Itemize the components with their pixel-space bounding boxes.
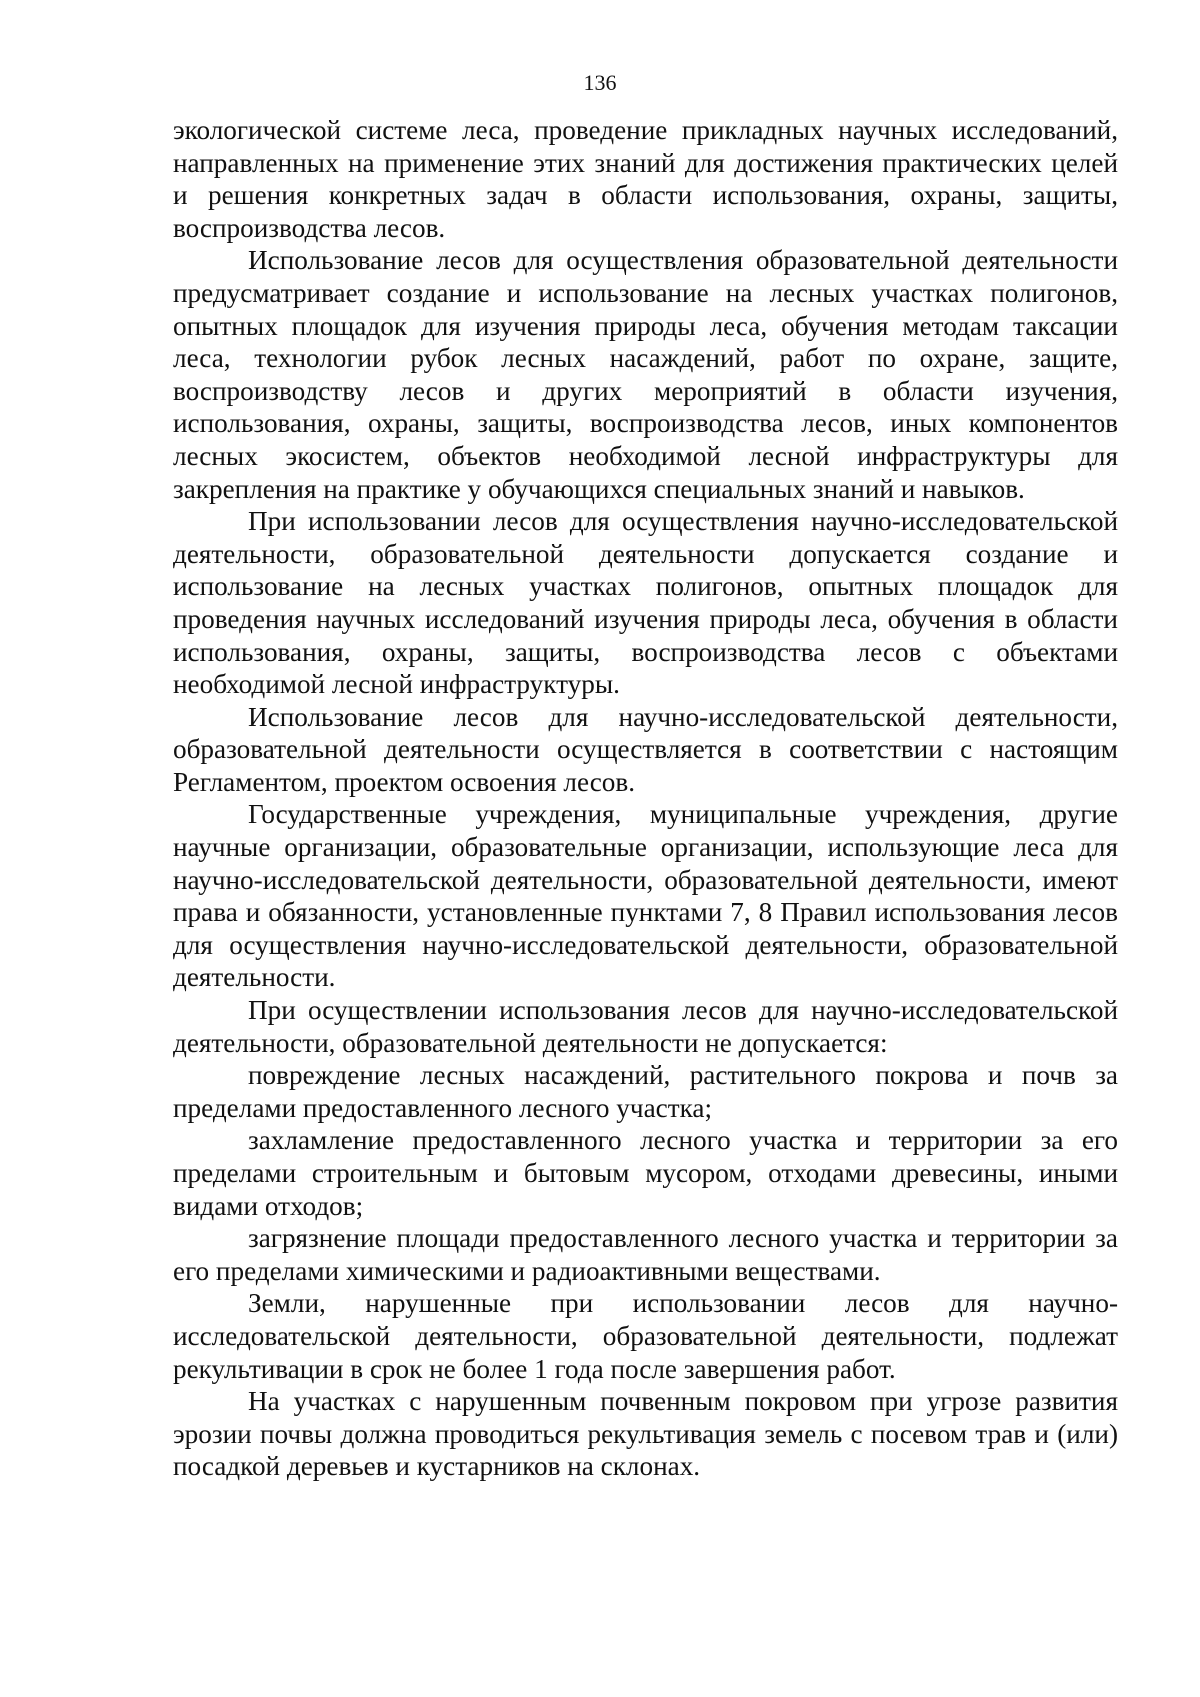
- list-item: захламление предоставленного лесного участка и территории за его пределами строительным и бытовым мусором, отходами древесины, иными видами отходов;: [173, 1125, 1118, 1221]
- paragraph: При использовании лесов для осуществления научно-исследовательской деятельности, образовательной деятельности допускается создание и использование на лесных участках полигонов, опытных площадок для проведения научных исследований изучения природы леса, обучения в области использования, охраны, защиты, воспроизводства лесов с объектами необходимой лесной инфраструктуры.: [173, 506, 1118, 700]
- list-item: повреждение лесных насаждений, растительного покрова и почв за пределами предоставленного лесного участка;: [173, 1060, 1118, 1123]
- list-item: загрязнение площади предоставленного лесного участка и территории за его пределами химическими и радиоактивными веществами.: [173, 1223, 1118, 1286]
- paragraph-continuation: экологической системе леса, проведение прикладных научных исследований, направленных на применение этих знаний для достижения практических целей и решения конкретных задач в области использования, охраны, защиты, воспроизводства лесов.: [173, 115, 1118, 243]
- paragraph: Использование лесов для осуществления образовательной деятельности предусматривает создание и использование на лесных участках полигонов, опытных площадок для изучения природы леса, обучения методам таксации леса, технологии рубок лесных насаждений, работ по охране, защите, воспроизводству лесов и других мероприятий в области изучения, использования, охраны, защиты, воспроизводства лесов, иных компонентов лесных экосистем, объектов необходимой лесной инфраструктуры для закрепления на практике у обучающихся специальных знаний и навыков.: [173, 245, 1118, 504]
- paragraph: Земли, нарушенные при использовании лесов для научно-исследовательской деятельности, образовательной деятельности, подлежат рекультивации в срок не более 1 года после завершения работ.: [173, 1288, 1118, 1384]
- page-number: 136: [583, 70, 617, 95]
- paragraph: Государственные учреждения, муниципальные учреждения, другие научные организации, образовательные организации, использующие леса для научно-исследовательской деятельности, образовательной деятельности, имеют права и обязанности, установленные пунктами 7, 8 Правил использования лесов для осуществления научно-исследовательской деятельности, образовательной деятельности.: [173, 799, 1118, 993]
- document-body: [173, 114, 1118, 1483]
- paragraph: Использование лесов для научно-исследовательской деятельности, образовательной деятельности осуществляется в соответствии с настоящим Регламентом, проектом освоения лесов.: [173, 701, 1118, 797]
- paragraph: При осуществлении использования лесов для научно-исследовательской деятельности, образовательной деятельности не допускается:: [173, 995, 1118, 1058]
- paragraph: На участках с нарушенным почвенным покровом при угрозе развития эрозии почвы должна проводиться рекультивация земель с посевом трав и (или) посадкой деревьев и кустарников на склонах.: [173, 1386, 1118, 1482]
